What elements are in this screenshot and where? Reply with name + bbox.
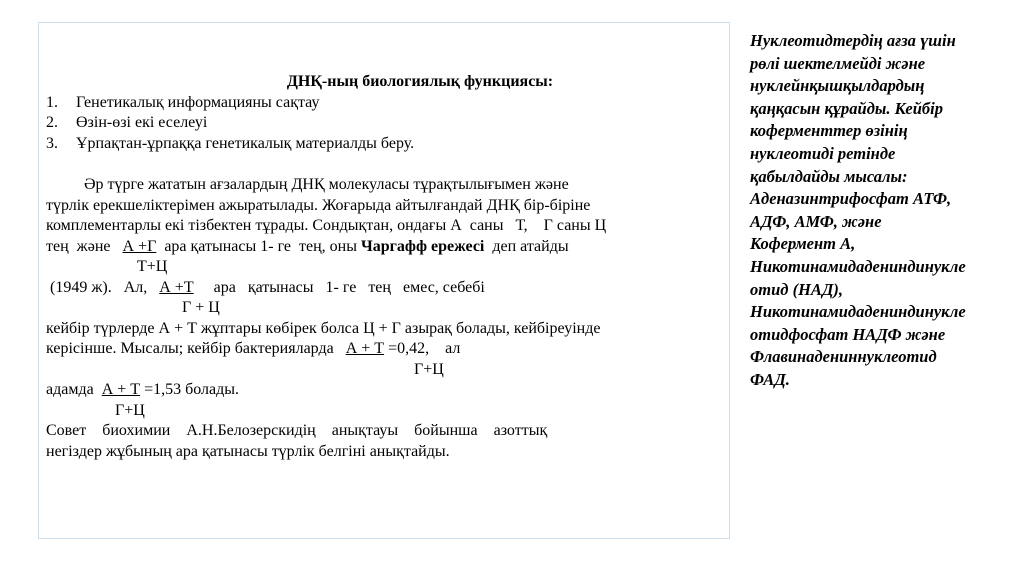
para-line <box>46 380 724 401</box>
list-item <box>46 113 724 134</box>
fraction-numerator: А + Т <box>345 340 385 357</box>
fraction-denominator: Т+Ц <box>137 258 168 275</box>
para-line-chargaff <box>46 237 724 258</box>
list-item-number: 1. <box>46 93 58 111</box>
fraction-denominator: Г + Ц <box>182 299 220 316</box>
list-item-number: 3. <box>46 134 58 152</box>
side-note-line: отидфосфат НАДФ және <box>750 324 946 344</box>
fraction-numerator: А + Т <box>101 381 141 398</box>
list-item-text: Генетикалық информацияны сақтау <box>76 93 320 111</box>
functions-list <box>46 93 724 155</box>
side-note-line: нуклеотиді ретінде <box>750 143 896 163</box>
list-item-number: 2. <box>46 114 58 131</box>
para-line <box>46 278 724 299</box>
text-segment: =1,53 болады. <box>140 381 240 398</box>
fraction-denominator: Г+Ц <box>414 360 444 378</box>
side-note-line: нуклейнқышқылдардың <box>750 76 925 96</box>
para-line <box>46 339 724 360</box>
side-note-line: ФАД. <box>750 369 790 389</box>
text-segment: ара қатынасы 1- ге тең емес, себебі <box>193 278 485 296</box>
para-line: кейбір түрлерде А + Т жұптары көбірек болса Ц + Г азырақ болады, кейбіреуінде <box>46 319 601 337</box>
text-segment: деп атайды <box>484 237 569 255</box>
fraction-numerator: А +Г <box>122 237 157 255</box>
side-note-line: Кофермент А, <box>750 234 856 254</box>
para-line: комплементарлы екі тізбектен тұрады. Сондықтан, ондағы А саны Т, Г саны Ц <box>46 217 607 234</box>
list-item-text: Ұрпақтан-ұрпаққа генетикалық материалды беру. <box>76 134 415 152</box>
chargaff-rule-term: Чаргафф ережесі <box>360 237 485 255</box>
para-line: түрлік ерекшеліктерімен ажыратылады. Жоғарыда айтылғандай ДНҚ бір-біріне <box>46 196 591 214</box>
side-note-line: Нуклеотидтердің ағза үшін <box>750 31 956 50</box>
side-note-line: Никотинамидадениндинукле <box>750 256 966 276</box>
para-line: негіздер жұбының ара қатынасы түрлік белгіні анықтайды. <box>46 442 450 460</box>
list-item-text: Өзін-өзі екі еселеуі <box>76 114 208 131</box>
para-line: Әр түрге жататын ағзалардың ДНҚ молекуласы тұрақтылығымен және <box>84 176 569 193</box>
fraction-denominator: Г+Ц <box>115 401 145 419</box>
side-note-line: Аденазинтрифосфат АТФ, <box>750 189 952 209</box>
list-item <box>46 93 724 114</box>
text-segment: =0,42, ал <box>384 340 461 357</box>
side-note-line: қабылдайды мысалы: <box>750 166 908 186</box>
side-note-line: коферменттер өзінің <box>750 121 908 141</box>
side-note-line: АДФ, АМФ, және <box>750 211 882 231</box>
slide-main-text <box>46 72 724 462</box>
list-item <box>46 134 724 155</box>
text-segment: адамда <box>46 381 102 398</box>
side-note-line: отид (НАД), <box>750 279 844 299</box>
text-segment: керісінше. Мысалы; кейбір бактерияларда <box>46 340 346 357</box>
side-note-line: рөлі шектелмейді және <box>750 53 926 73</box>
slide-title: ДНҚ-ның биологиялық функциясы: <box>286 73 554 90</box>
side-note-line: Никотинамидадениндинукле <box>750 302 966 322</box>
text-segment: (1949 ж). Ал, <box>46 278 160 296</box>
side-note <box>750 30 1012 392</box>
text-segment: тең және <box>46 237 123 255</box>
fraction-numerator: А +Т <box>159 278 194 296</box>
para-line: Совет биохимии А.Н.Белозерскидің анықтауы бойынша азоттық <box>46 422 548 439</box>
text-segment: ара қатынасы 1- ге тең, оны <box>156 237 361 255</box>
side-note-line: қаңқасын құрайды. Кейбір <box>750 98 943 118</box>
side-note-line: Флавинадениннуклеотид <box>750 347 937 367</box>
